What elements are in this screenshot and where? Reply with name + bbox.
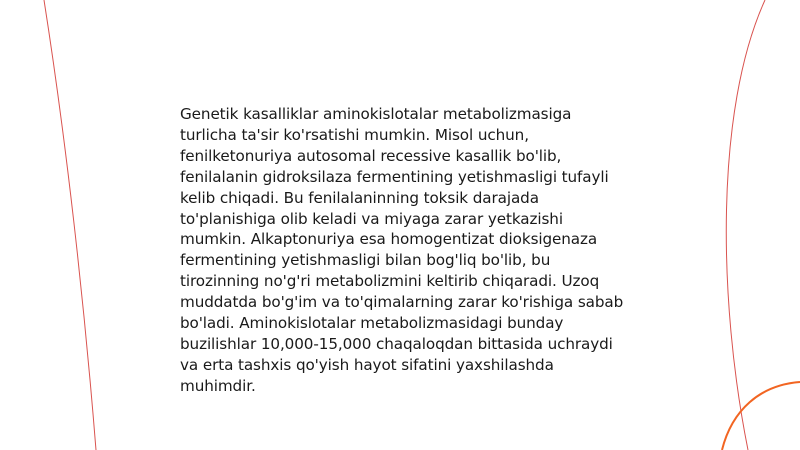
orange-arc-decoration xyxy=(722,382,800,450)
right-arc-decoration xyxy=(726,0,765,450)
left-arc-decoration xyxy=(44,0,96,450)
body-paragraph: Genetik kasalliklar aminokislotalar metabolizmasiga turlicha ta'sir ko'rsatishi mumkin. Misol uchun, fenilketonuriya autosomal recessive kasallik bo'lib, fenilalanin gidroksilaza fermentining yetishmasligi tufayli kelib chiqadi. Bu fenilalaninning toksik darajada to'planishiga olib keladi va miyaga zarar yetkazishi mumkin. Alkaptonuriya esa homogentizat dioksigenaza fermentining yetishmasligi bilan bog'liq bo'lib, bu tirozinning no'g'ri metabolizmini keltirib chiqaradi. Uzoq muddatda bo'g'im va to'qimalarning zarar ko'rishiga sabab bo'ladi. Aminokislotalar metabolizmasidagi bunday buzilishlar 10,000-15,000 chaqaloqdan bittasida uchraydi va erta tashxis qo'yish hayot sifatini yaxshilashda muhimdir. xyxy=(180,105,624,395)
